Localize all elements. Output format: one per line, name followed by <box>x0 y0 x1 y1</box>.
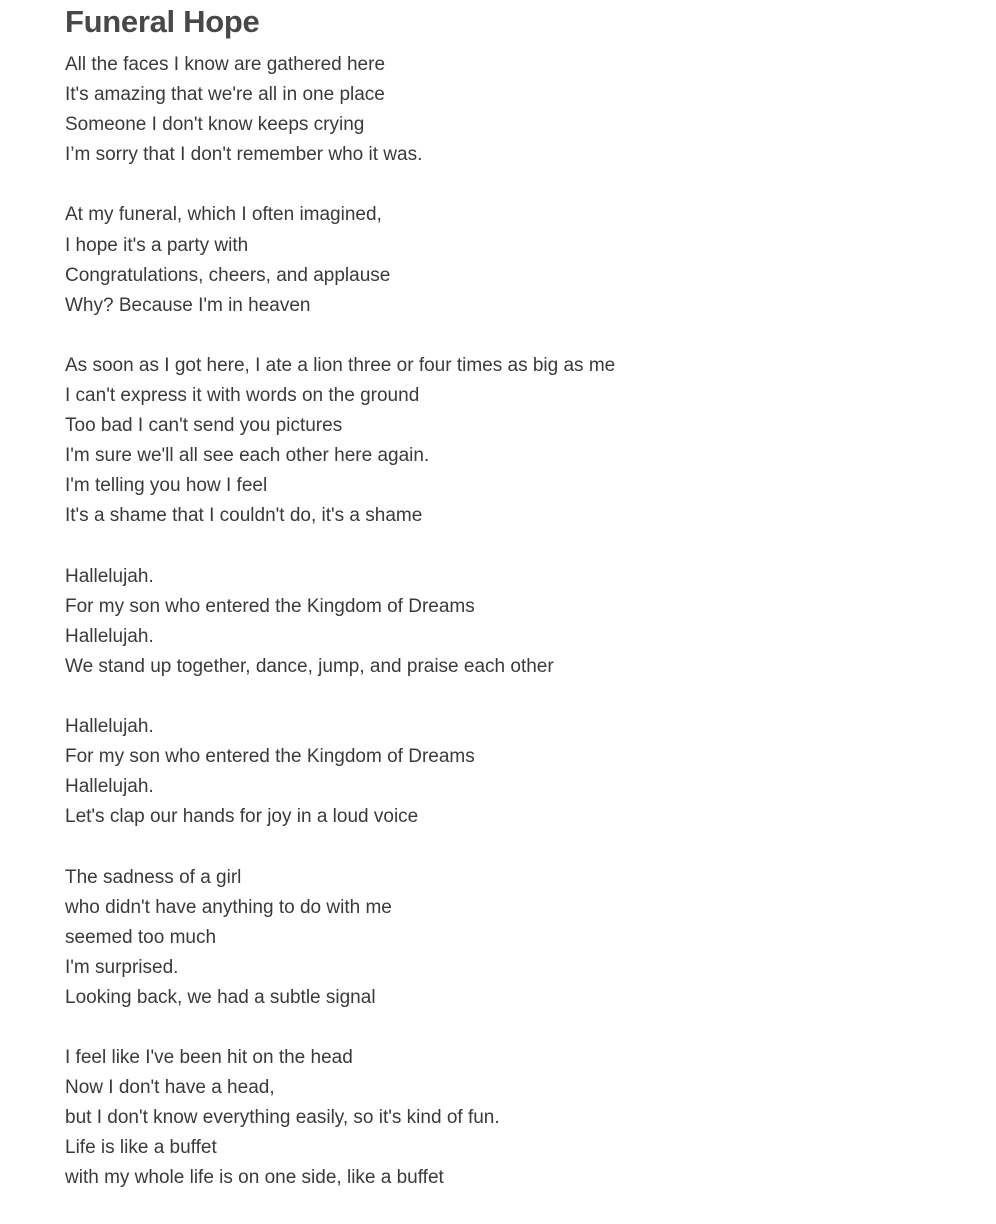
lyric-line: I'm sure we'll all see each other here again. <box>65 445 430 467</box>
lyric-line: Why? Because I'm in heaven <box>65 294 311 316</box>
song-title: Funeral Hope <box>65 4 260 39</box>
lyric-line: For my son who entered the Kingdom of Dreams <box>65 595 475 617</box>
lyric-line: For my son who entered the Kingdom of Dreams <box>65 746 475 768</box>
lyric-line: We stand up together, dance, jump, and praise each other <box>65 655 554 677</box>
lyric-line: Looking back, we had a subtle signal <box>65 986 376 1008</box>
lyric-line: It's amazing that we're all in one place <box>65 84 385 106</box>
lyric-line: As soon as I got here, I ate a lion three or four times as big as me <box>65 354 616 376</box>
lyric-line: I’m sorry that I don't remember who it was. <box>65 144 423 166</box>
lyric-line: Too bad I can't send you pictures <box>65 415 343 437</box>
lyric-line: I'm telling you how I feel <box>65 475 268 497</box>
lyric-line: with my whole life is on one side, like a buffet <box>65 1167 444 1189</box>
lyric-line: I feel like I've been hit on the head <box>65 1047 353 1069</box>
stanza-5 <box>65 712 965 832</box>
lyrics-body <box>65 50 965 1194</box>
lyric-line: Let's clap our hands for joy in a loud voice <box>65 806 419 828</box>
lyric-line: Hallelujah. <box>65 625 154 647</box>
stanza-7 <box>65 1043 965 1193</box>
lyric-line: seemed too much <box>65 926 217 948</box>
stanza-3 <box>65 351 965 532</box>
lyrics-document <box>65 0 965 1224</box>
lyric-line: The sadness of a girl <box>65 866 242 888</box>
lyric-line: At my funeral, which I often imagined, <box>65 204 382 226</box>
stanza-4 <box>65 562 965 682</box>
lyric-line: I'm surprised. <box>65 956 179 978</box>
lyric-line: Congratulations, cheers, and applause <box>65 264 391 286</box>
lyric-line: Now I don't have a head, <box>65 1077 275 1099</box>
lyric-line: Hallelujah. <box>65 716 154 738</box>
lyric-line: Hallelujah. <box>65 565 154 587</box>
lyric-line: I hope it's a party with <box>65 234 249 256</box>
stanza-6 <box>65 863 965 1013</box>
lyric-line: All the faces I know are gathered here <box>65 54 386 75</box>
lyric-line: Someone I don't know keeps crying <box>65 114 365 136</box>
lyric-line: I can't express it with words on the ground <box>65 385 420 407</box>
lyric-line: but I don't know everything easily, so it's kind of fun. <box>65 1107 500 1129</box>
lyric-line: who didn't have anything to do with me <box>65 896 392 918</box>
stanza-2 <box>65 200 965 320</box>
stanza-1 <box>65 50 965 170</box>
lyric-line: Hallelujah. <box>65 776 154 798</box>
lyric-line: Life is like a buffet <box>65 1137 217 1159</box>
lyric-line: It's a shame that I couldn't do, it's a shame <box>65 505 423 527</box>
